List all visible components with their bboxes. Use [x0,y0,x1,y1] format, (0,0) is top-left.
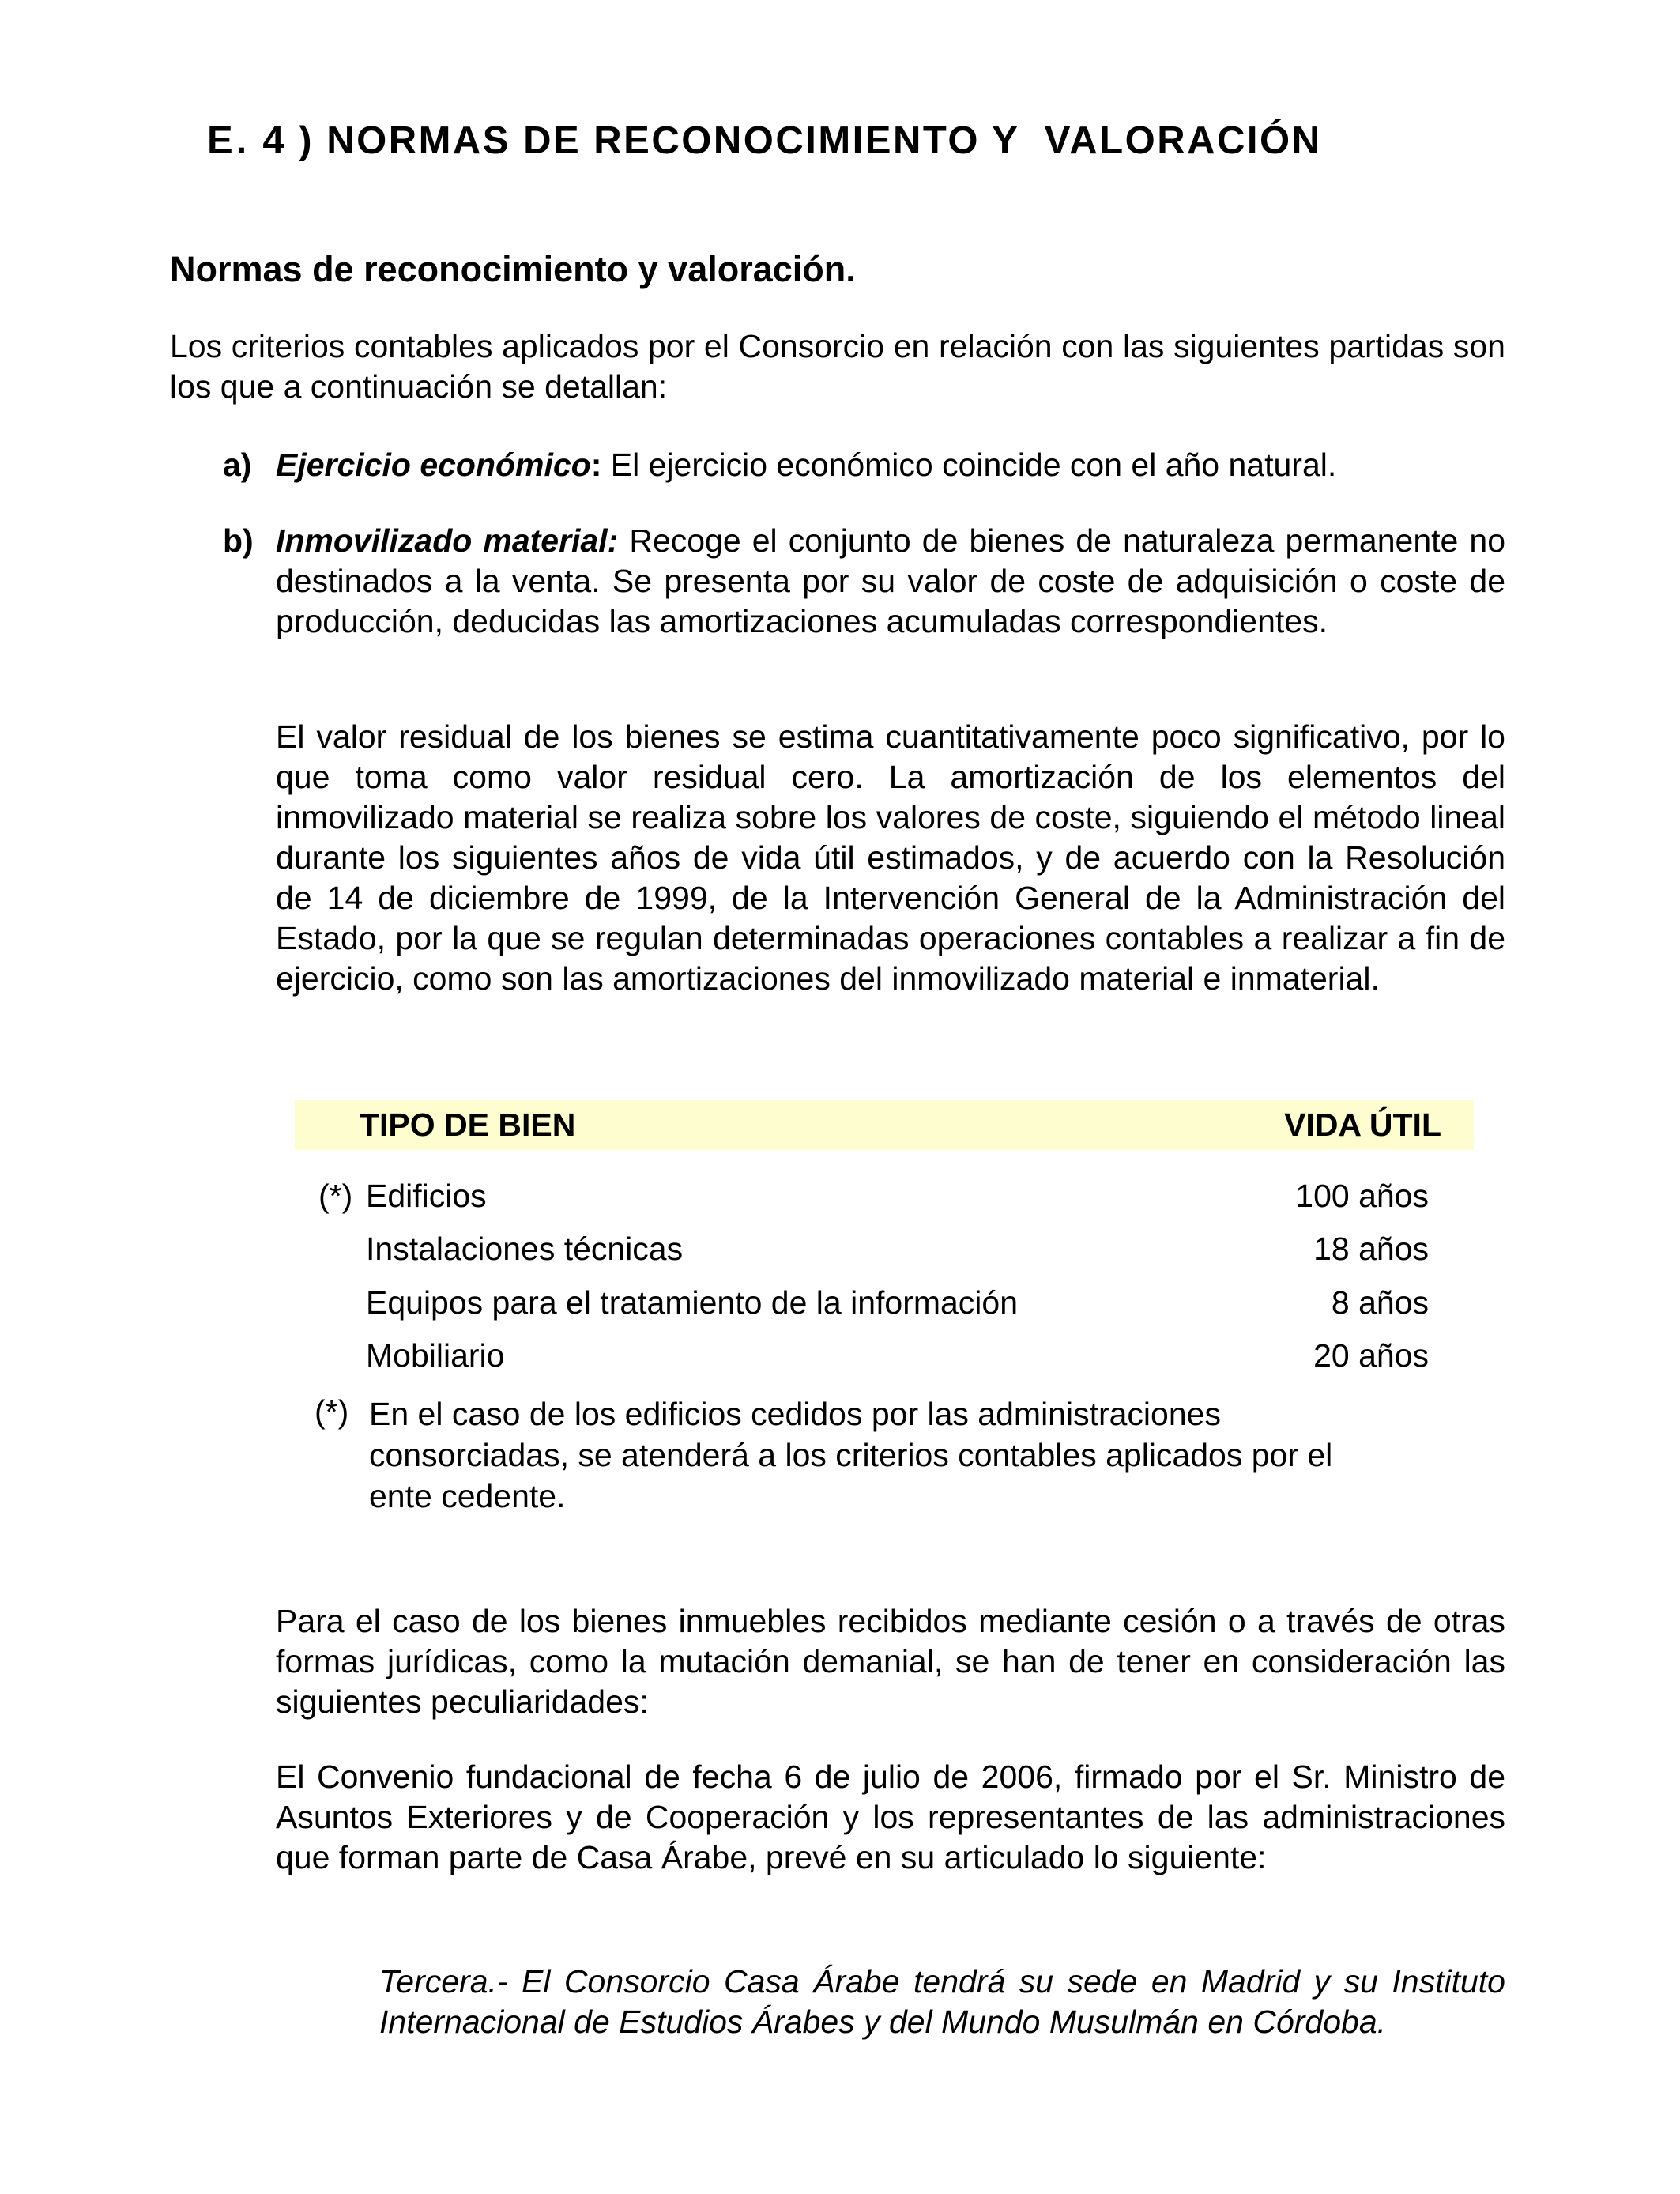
intro-paragraph: Los criterios contables aplicados por el Consorcio en relación con las siguientes partidas son los que a continuación se detallan: [170,328,1505,405]
item-inmovilizado [276,521,1505,642]
table-row-mark: (*) [318,1178,353,1214]
table-row-label: Instalaciones técnicas [366,1231,684,1267]
table-header [295,1100,1474,1150]
table-row-value: 8 años [1331,1284,1429,1321]
cesion-paragraph: Para el caso de los bienes inmuebles recibidos mediante cesión o a través de otras formas jurídicas, como la mutación demanial, se han de tener en consideración las siguientes peculiaridades: [276,1603,1505,1720]
section-heading [207,119,1550,163]
section-heading-text: 4 ) NORMAS DE RECONOCIMIENTO Y VALORACIÓN [250,119,1322,162]
item-ejercicio-sep: : [590,447,602,483]
item-ejercicio [276,445,1509,485]
table-header-tipo: TIPO DE BIEN [360,1106,576,1143]
tercera-quote: Tercera.- El Consorcio Casa Árabe tendrá su sede en Madrid y su Instituto Internacional de Estudios Árabes y del Mundo Musulmán en Córdoba. [379,1963,1505,2040]
section-heading-prefix: E. [207,119,250,162]
list-label-a: a) [223,447,252,483]
subheading: Normas de reconocimiento y valoración. [170,249,856,289]
table-note: En el caso de los edificios cedidos por las administraciones consorciadas, se atenderá a los criterios contables aplicados por el ente cedente. [369,1396,1333,1514]
list-label-b: b) [223,522,254,559]
item-ejercicio-text: El ejercicio económico coincide con el año natural. [601,447,1337,483]
item-inmovilizado-title: Inmovilizado material: [276,522,619,559]
table-row-label: Edificios [366,1178,487,1214]
table-note-mark: (*) [315,1393,349,1430]
table-header-vida: VIDA ÚTIL [1284,1106,1441,1143]
convenio-paragraph: El Convenio fundacional de fecha 6 de julio de 2006, firmado por el Sr. Ministro de Asuntos Exteriores y de Cooperación y los representantes de las administraciones que forman parte de Casa Árabe, prevé en su articulado lo siguiente: [276,1759,1505,1875]
table-row-value: 100 años [1295,1178,1429,1214]
item-inmovilizado-detail: El valor residual de los bienes se estima cuantitativamente poco significativo, por lo que toma como valor residual cero. La amortización de los elementos del inmovilizado material se realiza sobre los valores de coste, siguiendo el método lineal durante los siguientes años de vida útil estimados, y de acuerdo con la Resolución de 14 de diciembre de 1999, de la Intervención General de la Administración del Estado, por la que se regulan determinadas operaciones contables a realizar a fin de ejercicio, como son las amortizaciones del inmovilizado material e inmaterial. [276,718,1505,997]
table-row-value: 20 años [1313,1337,1429,1374]
table-row-label: Mobiliario [366,1337,505,1374]
item-inmovilizado-text: Recoge el conjunto de bienes de naturaleza permanente no destinados a la venta. Se presenta por su valor de coste de adquisición o coste de producción, deducidas las amortizaciones acumuladas correspondientes. [276,522,1505,639]
table-row-label: Equipos para el tratamiento de la información [366,1284,1019,1321]
item-ejercicio-title: Ejercicio económico [276,447,591,483]
table-row-value: 18 años [1313,1231,1429,1267]
